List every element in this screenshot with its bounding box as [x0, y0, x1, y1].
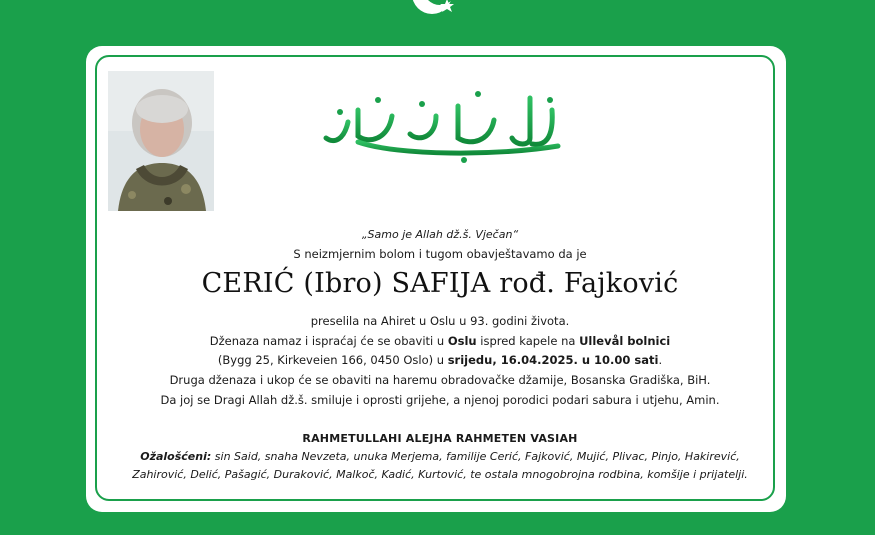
location-city: Oslu	[447, 334, 477, 348]
quote: „Samo je Allah dž.š. Vječan“	[361, 228, 519, 241]
intro-text: S neizmjernim bolom i tugom obavještavamo da je	[293, 247, 587, 261]
text-line-5: Da joj se Dragi Allah dž.š. smiluje i oprosti grijehe, a njenoj porodici podari sabura i utjehu, Amin.	[160, 393, 720, 407]
text-line-1: preselila na Ahiret u Oslu u 93. godini života.	[310, 314, 570, 328]
mourners-label: Ožalošćeni:	[140, 450, 212, 463]
datetime-text: srijedu, 16.04.2025. u 10.00 sati	[447, 353, 659, 367]
mourners-line-2: Zahirović, Delić, Pašagić, Duraković, Malkoč, Kadić, Kurtović, te ostala mnogobrojna rodbina, komšije i prijatelji.	[132, 468, 748, 481]
portrait-photo	[108, 71, 214, 211]
text-line-4: Druga dženaza i ukop će se obaviti na haremu obradovačke džamije, Bosanska Gradiška, BiH.	[169, 373, 711, 387]
crescent-star-icon	[400, 0, 464, 30]
arabic-calligraphy	[318, 80, 580, 168]
section-heading: RAHMETULLAHI ALEJHA RAHMETEN VASIAH	[302, 432, 578, 445]
address-text: (Bygg 25, Kirkeveien 166, 0450 Oslo) u	[217, 353, 448, 367]
location-hospital: Ullevål bolnici	[579, 334, 671, 348]
text-line-3-end: .	[658, 353, 663, 367]
mourners-line-1	[100, 450, 780, 463]
text-line-3	[100, 353, 780, 367]
text-line-2-part-c: ispred kapele na	[476, 334, 580, 348]
mourners-text-1: sin Said, snaha Nevzeta, unuka Merjema, familije Cerić, Fajković, Mujić, Plivac, Pinjo, Hakirević,	[211, 450, 740, 463]
deceased-name: CERIĆ (Ibro) SAFIJA rođ. Fajković	[201, 268, 679, 299]
text-line-2-part-a: Dženaza namaz i ispraćaj će se obaviti u	[209, 334, 448, 348]
text-line-2	[100, 334, 780, 348]
